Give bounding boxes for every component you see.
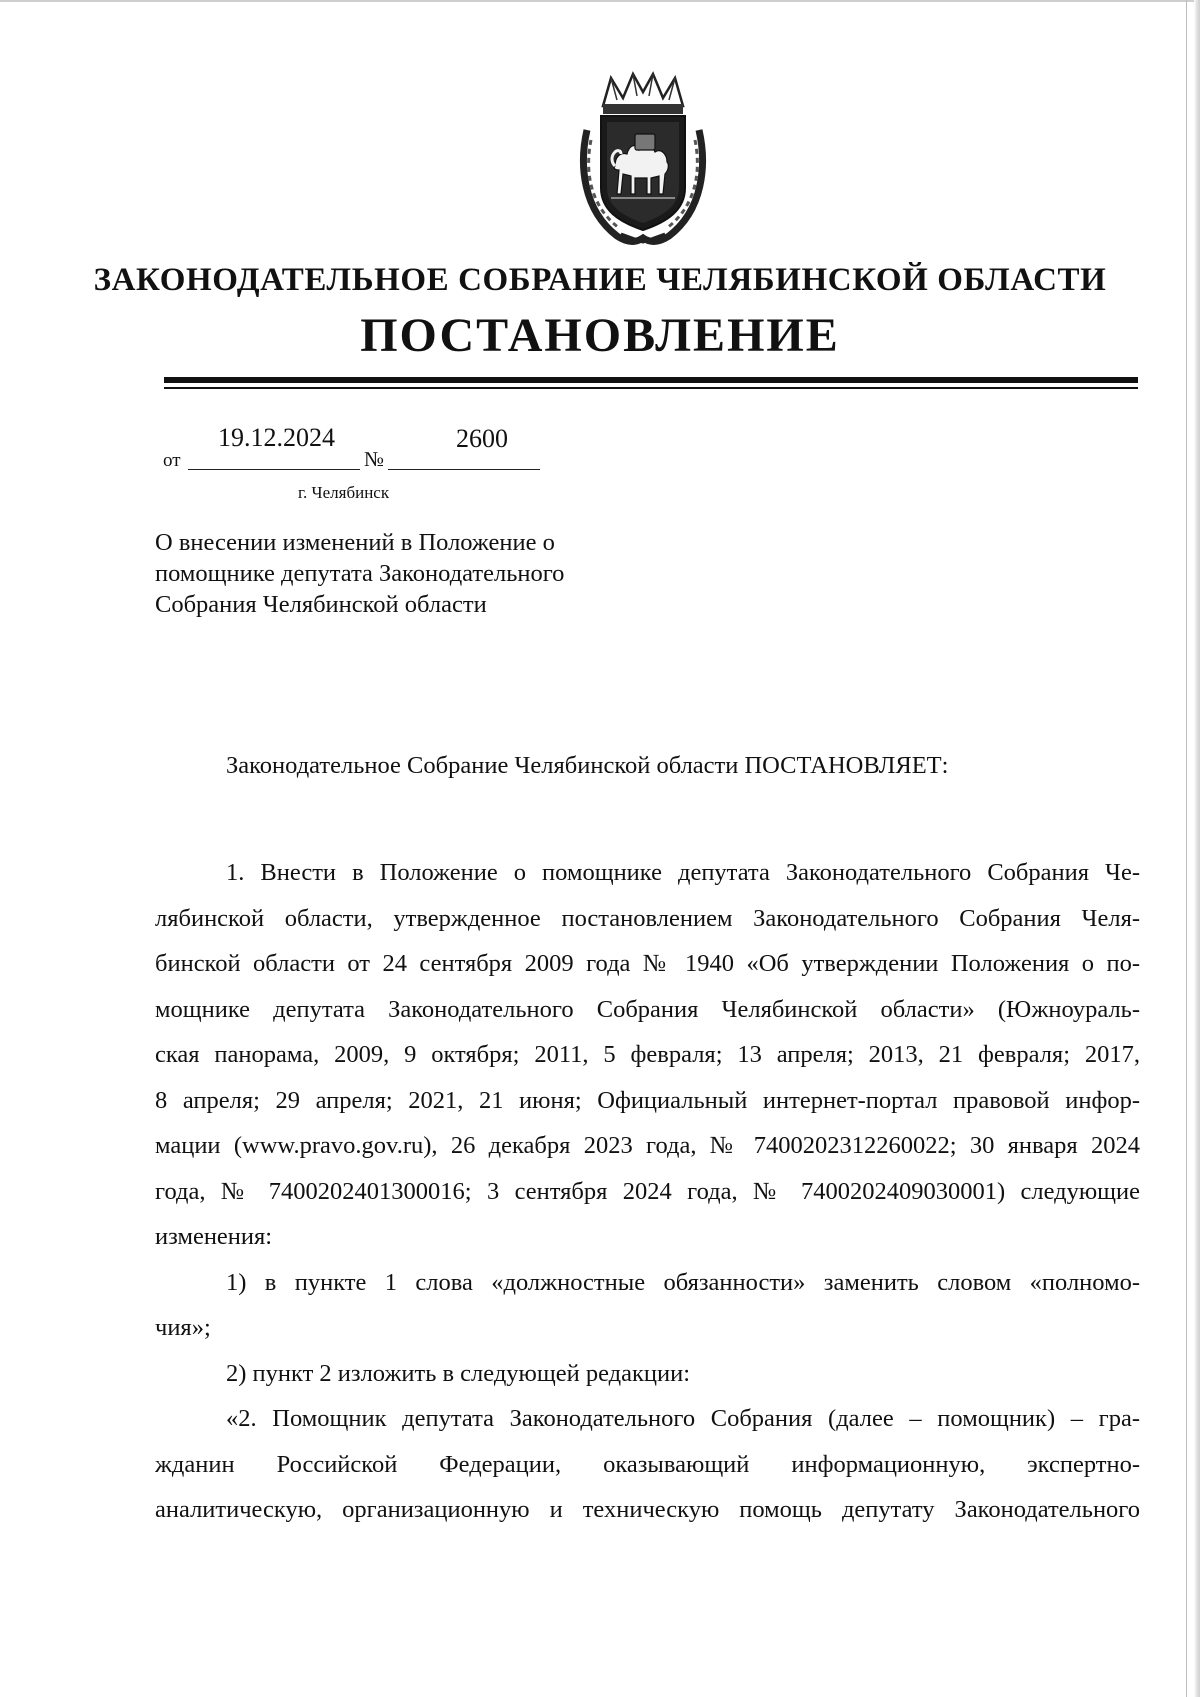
resolves-statement: Законодательное Собрание Челябинской области ПОСТАНОВЛЯЕТ: (226, 752, 949, 779)
body-line: чия»; (155, 1314, 211, 1341)
scan-edge-top (0, 0, 1200, 2)
document-city: г. Челябинск (298, 483, 390, 502)
number-sign-label: № (364, 447, 385, 471)
document-type-title: ПОСТАНОВЛЕНИЕ (360, 309, 840, 362)
body-line: бинской области от 24 сентября 2009 года № 1940 «Об утверждении Положения о по- (155, 950, 1140, 977)
body-line: 1. Внести в Положение о помощнике депутата Законодательного Собрания Че- (226, 859, 1140, 886)
body-line: лябинской области, утвержденное постановлением Законодательного Собрания Челя- (155, 904, 1140, 932)
subject-line: О внесении изменений в Положение о (155, 529, 555, 556)
document-number: 2600 (456, 424, 508, 453)
date-underline (188, 469, 360, 470)
body-line: 1) в пункте 1 слова «должностные обязанности» заменить словом «полномо- (226, 1268, 1140, 1296)
body-line: аналитическую, организационную и техническую помощь депутату Законодательного (155, 1496, 1140, 1523)
scan-edge-line (1186, 0, 1187, 1697)
body-line: 8 апреля; 29 апреля; 2021, 21 июня; Официальный интернет-портал правовой инфор- (155, 1086, 1140, 1114)
document-subject (155, 527, 675, 620)
coat-of-arms-icon (577, 70, 709, 246)
body-line: мощнике депутата Законодательного Собрания Челябинской области» (Южноураль- (155, 995, 1140, 1023)
subject-line: помощнике депутата Законодательного (155, 560, 565, 587)
subject-line: Собрания Челябинской области (155, 591, 487, 618)
body-line: 2) пункт 2 изложить в следующей редакции: (226, 1359, 691, 1387)
date-prefix-label: от (163, 450, 181, 471)
body-line: жданин Российской Федерации, оказывающий информационную, экспертно- (155, 1450, 1140, 1478)
document-date: 19.12.2024 (218, 423, 335, 452)
header-rule-thick (164, 377, 1138, 383)
header-rule-thin (164, 387, 1138, 389)
body-line: изменения: (155, 1223, 273, 1250)
scan-edge-right (1194, 0, 1200, 1697)
document-body (155, 850, 1140, 1533)
body-line: года, № 7400202401300016; 3 сентября 2024 года, № 7400202409030001) следующие (155, 1177, 1140, 1205)
body-line: «2. Помощник депутата Законодательного Собрания (далее – помощник) – гра- (226, 1405, 1140, 1432)
body-line: мации (www.pravo.gov.ru), 26 декабря 2023 года, № 7400202312260022; 30 января 2024 (155, 1132, 1140, 1159)
body-line: ская панорама, 2009, 9 октября; 2011, 5 февраля; 13 апреля; 2013, 21 февраля; 2017, (155, 1041, 1140, 1068)
assembly-title: ЗАКОНОДАТЕЛЬНОЕ СОБРАНИЕ ЧЕЛЯБИНСКОЙ ОБЛАСТИ (93, 262, 1107, 298)
number-underline (388, 469, 540, 470)
